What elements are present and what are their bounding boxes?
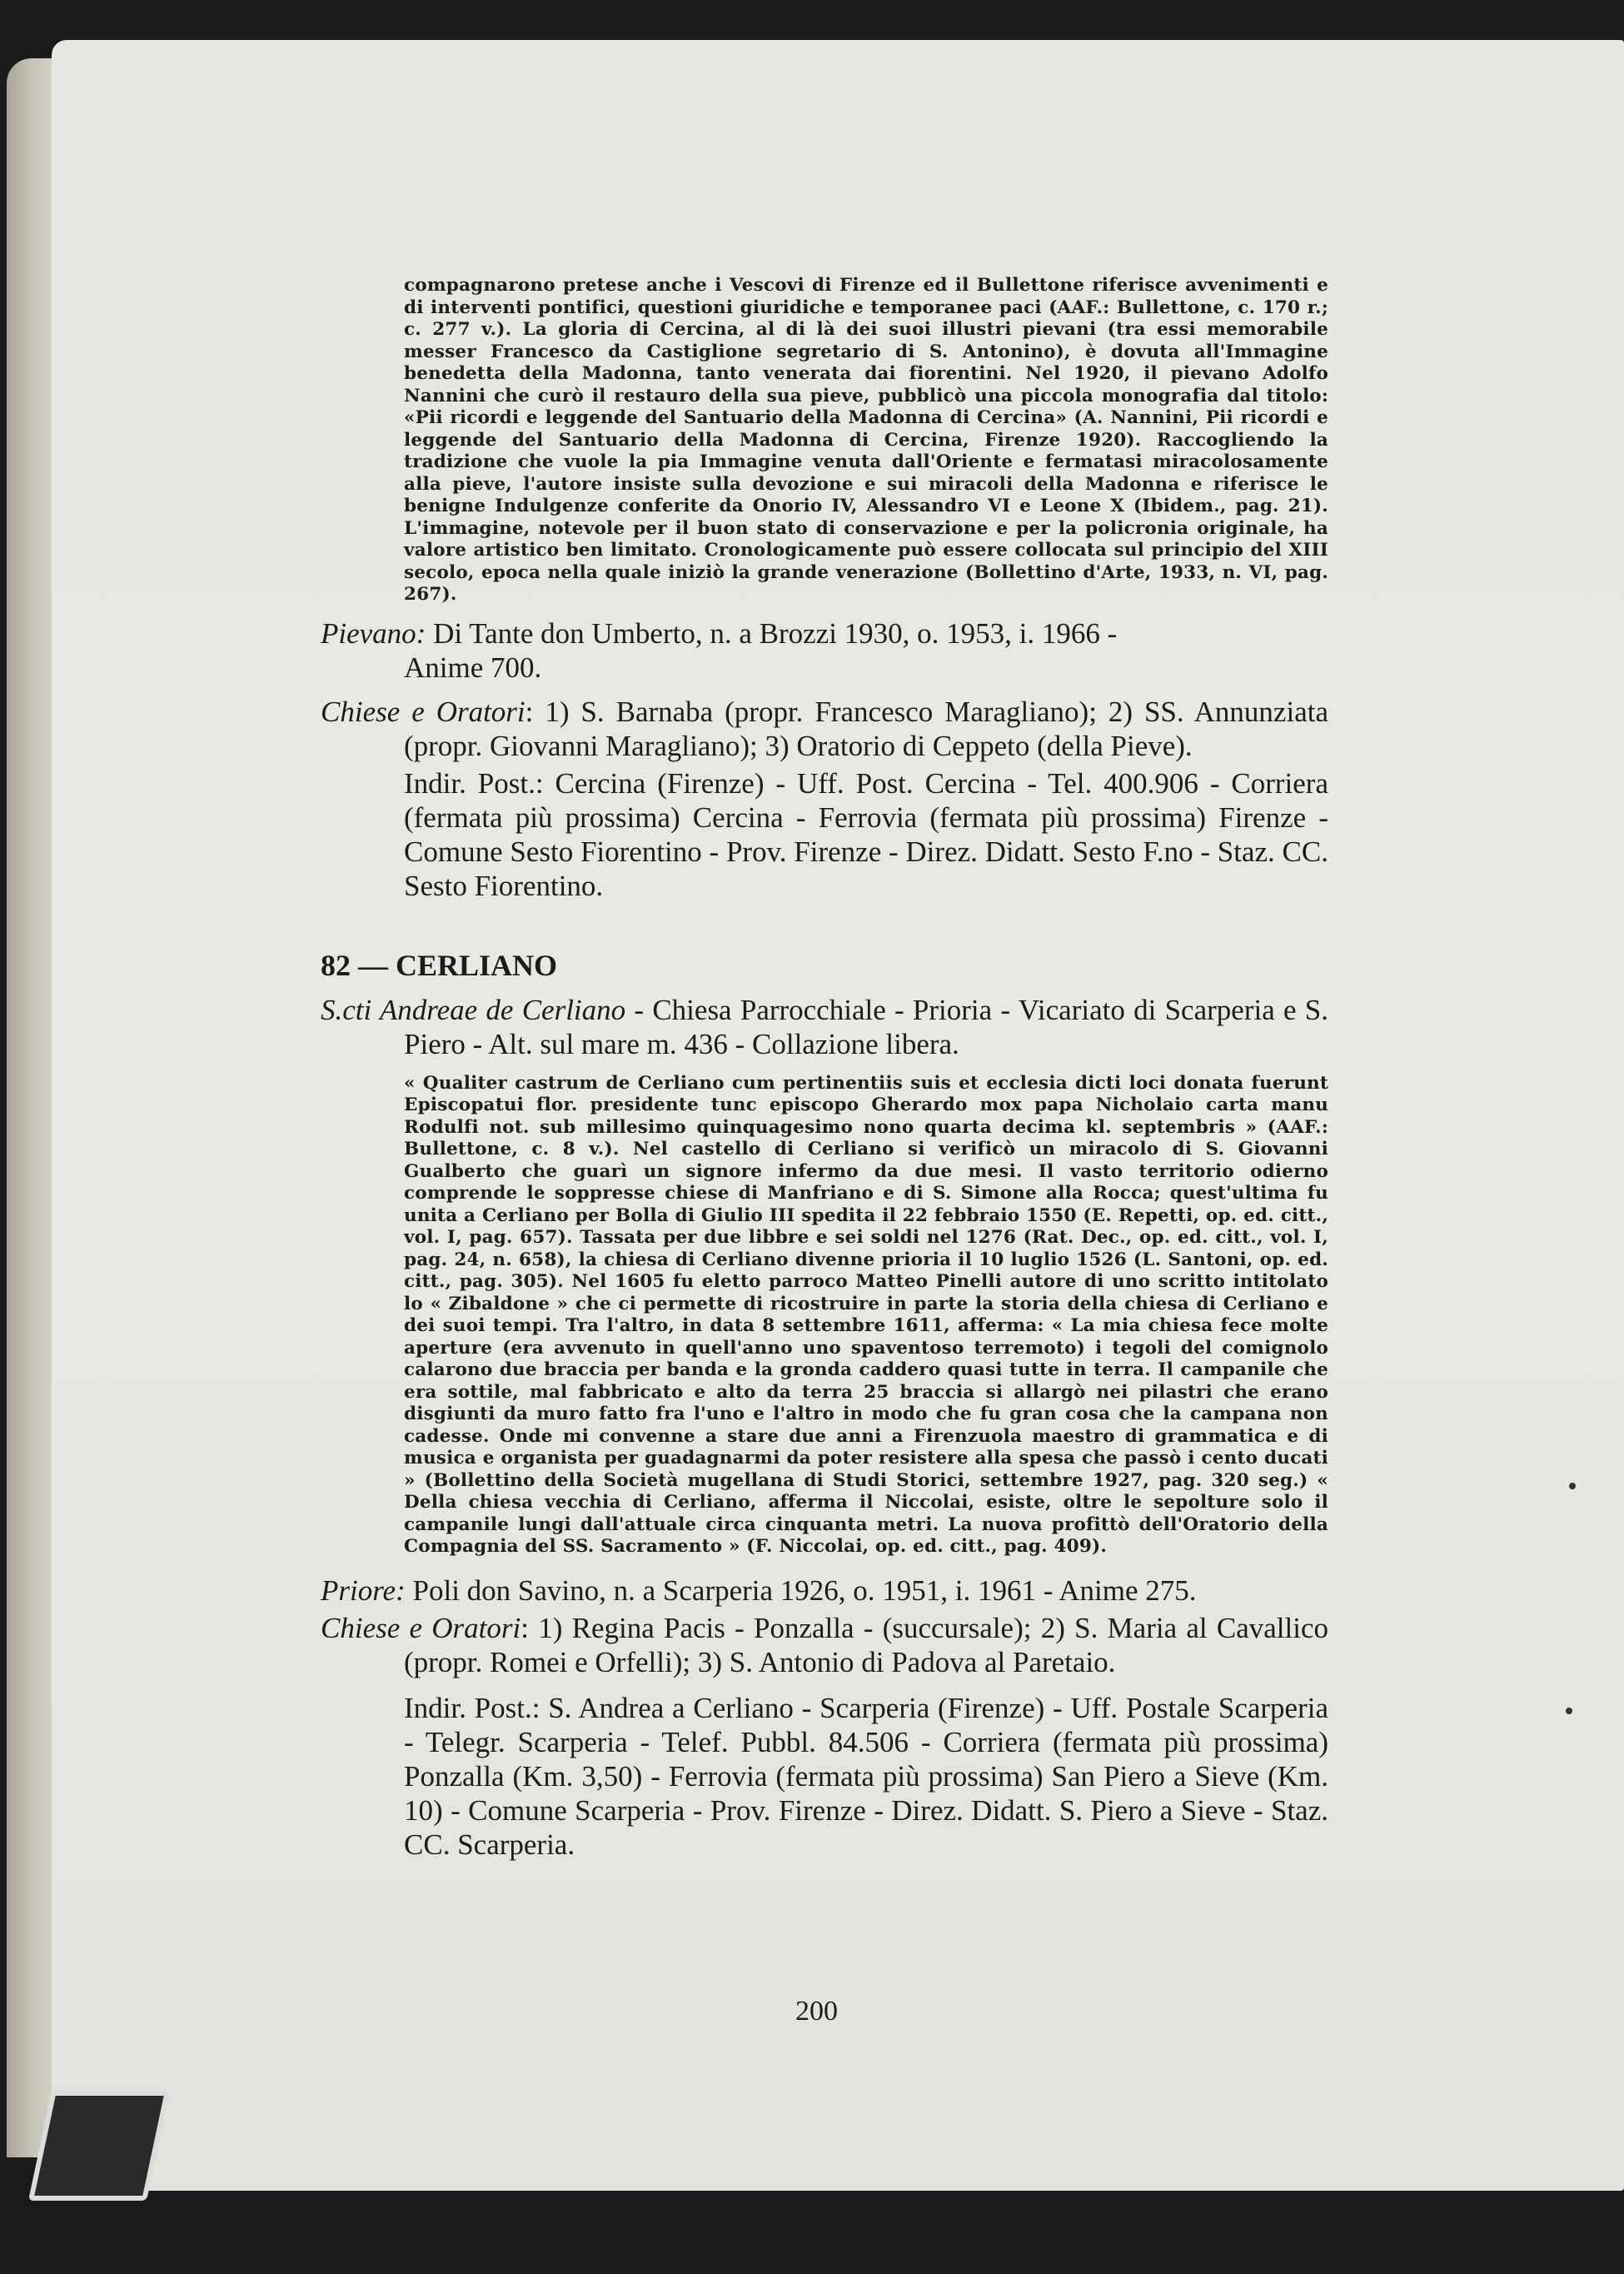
pievano-text: Di Tante don Umberto, n. a Brozzi 1930, o. 1953, i. 1966 - [433, 616, 1118, 650]
paragraph-cercina-history: compagnarono pretese anche i Vescovi di Firenze ed il Bullettone riferisce avvenimenti e di interventi pontifici, questioni giuridiche e temporanee paci (AAF.: Bullettone, c. 170 r.; c. 277 v.). La gloria di Cercina, al di là dei suoi illustri pievani (tra essi memorabile messer Francesco da Castiglione segretario di S. Antonino), è dovuta all'Immagine benedetta della Madonna, tanto venerata dai fiorentini. Nel 1920, il pievano Adolfo Nannini che curò il restauro della sua pieve, pubblicò una piccola monografia dal titolo: «Pii ricordi e leggende del Santuario della Madonna di Cercina» (A. Nannini, Pii ricordi e leggende del Santuario della Madonna di Cercina, Firenze 1920). Raccogliendo la tradizione che vuole la pia Immagine venuta dall'Oriente e fermatasi miracolosamente alla pieve, l'autore insiste sulla devozione e sui miracoli della Madonna e riferisce le benigne Indulgenze conferite da Onorio IV, Alessandro VI e Leone X (Ibidem., pag. 21). L'immagine, notevole per il buon stato di conservazione e per la policronia originale, ha valore artistico ben limitato. Cronologicamente può essere collocata sul principio del XIII secolo, epoca nella quale iniziò la grande venerazione (Bollettino d'Arte, 1933, n. VI, pag. 267). [404, 275, 1328, 605]
section-heading: 82 — CERLIANO [321, 948, 558, 982]
book-clip [28, 2091, 170, 2201]
page-number: 200 [795, 1996, 838, 2027]
cerliano-title-entry [321, 993, 1328, 1061]
margin-mark [1569, 1483, 1576, 1489]
chiese2-label: Chiese e Oratori [321, 1611, 521, 1644]
chiese-label: Chiese e Oratori [321, 695, 526, 728]
priore-entry [321, 1573, 1328, 1608]
cerliano-title-text: - Chiesa Parrocchiale - Prioria - Vicariato di Scarperia e S. Piero - Alt. sul mare m. 436 - Collazione libera. [404, 993, 1329, 1060]
pievano-label: Pievano: [321, 616, 426, 650]
pievano-entry [321, 616, 1328, 685]
chiese-oratori-cerliano [321, 1611, 1328, 1679]
indirizzo-cercina: Indir. Post.: Cercina (Firenze) - Uff. Post. Cercina - Tel. 400.906 - Corriera (fermata più prossima) Cercina - Ferrovia (fermata più prossima) Firenze - Comune Sesto Fiorentino - Prov. Firenze - Direz. Didatt. Sesto F.no - Staz. CC. Sesto Fiorentino. [404, 766, 1328, 902]
pievano-anime: Anime 700. [404, 651, 542, 684]
chiese-text: : 1) S. Barnaba (propr. Francesco Maragliano); 2) SS. Annunziata (propr. Giovanni Maragliano); 3) Oratorio di Ceppeto (della Pieve). [404, 695, 1328, 762]
cerliano-title-label: S.cti Andreae de Cerliano [321, 993, 626, 1026]
chiese-oratori-cercina [321, 695, 1328, 763]
priore-label: Priore: [321, 1573, 406, 1607]
margin-mark [1566, 1708, 1572, 1714]
priore-text: Poli don Savino, n. a Scarperia 1926, o. 1951, i. 1961 - Anime 275. [405, 1573, 1197, 1607]
page-content [321, 275, 1328, 1862]
paragraph-cerliano-history: « Qualiter castrum de Cerliano cum pertinentiis suis et ecclesia dicti loci donata fuerunt Episcopatui flor. presidente tunc episcopo Gherardo mox papa Nicholaio carta manu Rodulfi not. sub millesimo quinquagesimo nono quarta decima kl. septembris » (AAF.: Bullettone, c. 8 v.). Nel castello di Cerliano si verificò un miracolo di S. Giovanni Gualberto che guarì un signore infermo da due mesi. Il vasto territorio odierno comprende le soppresse chiese di Manfriano e di S. Simone alla Rocca; quest'ultima fu unita a Cerliano per Bolla di Giulio III spedita il 22 febbraio 1550 (E. Repetti, op. ed. citt., vol. I, pag. 657). Tassata per due libbre e sei soldi nel 1276 (Rat. Dec., op. ed. citt., vol. I, pag. 24, n. 658), la chiesa di Cerliano divenne prioria il 10 luglio 1526 (L. Santoni, op. ed. citt., pag. 305). Nel 1605 fu eletto parroco Matteo Pinelli autore di uno scritto intitolato lo « Zibaldone » che ci permette di ricostruire in parte la storia della chiesa di Cerliano e dei suoi tempi. Tra l'altro, in data 8 settembre 1611, afferma: « La mia chiesa fece molte aperture (era avvenuto in quell'anno uno spaventoso terremoto) i tegoli del comignolo calarono due braccia per banda e la gronda caddero quasi tutte in terra. Il campanile che era sottile, mal fabbricato e alto da terra 25 braccia si allargò nei pilastri che erano disgiunti da muro fatto fra l'uno e l'altro in modo che fu gran cosa che la campana non cadesse. Onde mi convenne a stare due anni a Firenzuola maestro di grammatica e di musica e organista per guadagnarmi da poter resistere alla spesa che passò i cento ducati » (Bollettino della Società mugellana di Studi Storici, settembre 1927, pag. 320 seg.) « Della chiesa vecchia di Cerliano, afferma il Niccolai, esiste, oltre le sepolture solo il campanile lungi dall'attuale circa cinquanta metri. La nuova profittò dell'Oratorio della Compagnia del SS. Sacramento » (F. Niccolai, op. ed. citt., pag. 409). [404, 1072, 1328, 1557]
indirizzo-cerliano: Indir. Post.: S. Andrea a Cerliano - Scarperia (Firenze) - Uff. Postale Scarperia - Telegr. Scarperia - Telef. Pubbl. 84.506 - Corriera (fermata più prossima) Ponzalla (Km. 3,50) - Ferrovia (fermata più prossima) San Piero a Sieve (Km. 10) - Comune Scarperia - Prov. Firenze - Direz. Didatt. S. Piero a Sieve - Staz. CC. Scarperia. [404, 1691, 1328, 1861]
chiese2-text: : 1) Regina Pacis - Ponzalla - (succursale); 2) S. Maria al Cavallico (propr. Romei e Orfelli); 3) S. Antonio di Padova al Paretaio. [404, 1611, 1328, 1678]
